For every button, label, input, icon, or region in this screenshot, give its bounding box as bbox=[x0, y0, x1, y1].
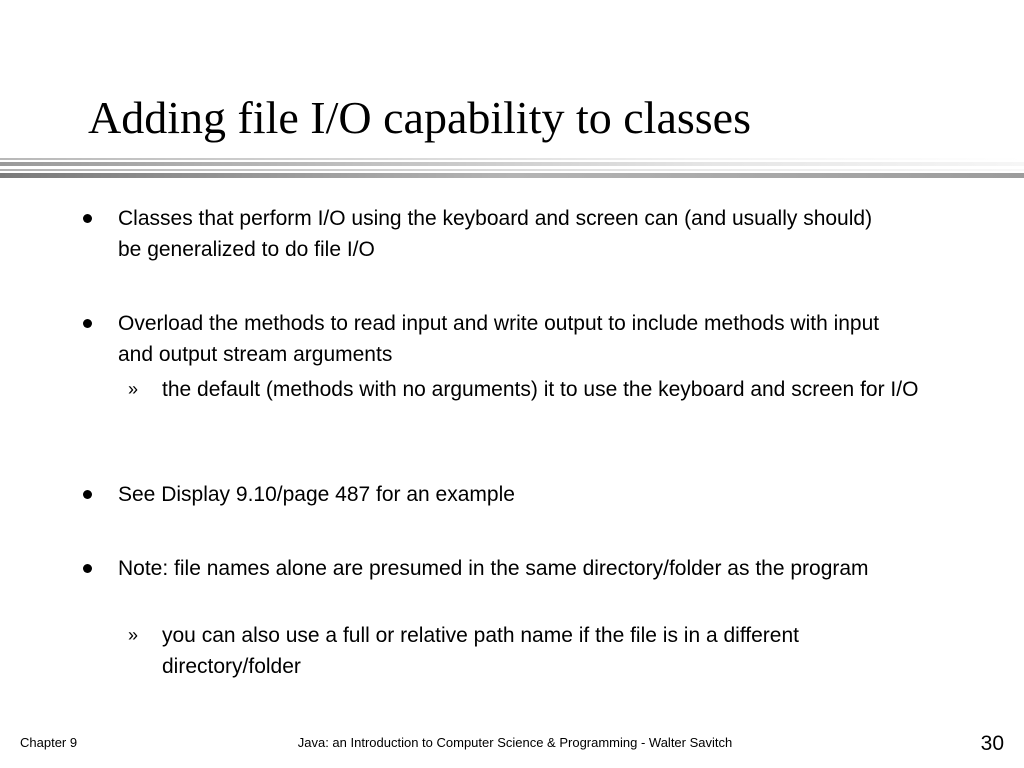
bullet-item bbox=[80, 203, 890, 265]
footer-book-title: Java: an Introduction to Computer Science & Programming - Walter Savitch bbox=[297, 735, 733, 750]
page-number: 30 bbox=[980, 732, 1004, 755]
sub-bullet-text: you can also use a full or relative path name if the file is in a different directory/folder bbox=[162, 624, 799, 678]
sub-bullet-text: the default (methods with no arguments) it to use the keyboard and screen for I/O bbox=[162, 378, 919, 401]
bullet-text: Classes that perform I/O using the keyboard and screen can (and usually should) be generalized to do file I/O bbox=[118, 207, 873, 261]
title-divider bbox=[0, 162, 1024, 166]
sub-bullet-item bbox=[128, 374, 928, 405]
bullet-text: Note: file names alone are presumed in the same directory/folder as the program bbox=[118, 557, 869, 580]
title-divider bbox=[0, 173, 1024, 178]
title-divider bbox=[0, 169, 1024, 171]
title-divider bbox=[0, 158, 1024, 160]
bullet-item bbox=[80, 308, 890, 370]
bullet-text: See Display 9.10/page 487 for an example bbox=[118, 483, 515, 506]
sub-bullet-item bbox=[128, 620, 928, 682]
footer-chapter: Chapter 9 bbox=[20, 735, 78, 750]
bullet-text: Overload the methods to read input and write output to include methods with input and output stream arguments bbox=[118, 312, 880, 366]
sub-bullet-marker: » bbox=[128, 625, 139, 645]
sub-bullet-marker: » bbox=[128, 379, 139, 399]
bullet-item bbox=[80, 553, 890, 584]
bullet-item bbox=[80, 479, 890, 510]
slide-title: Adding file I/O capability to classes bbox=[88, 92, 752, 143]
